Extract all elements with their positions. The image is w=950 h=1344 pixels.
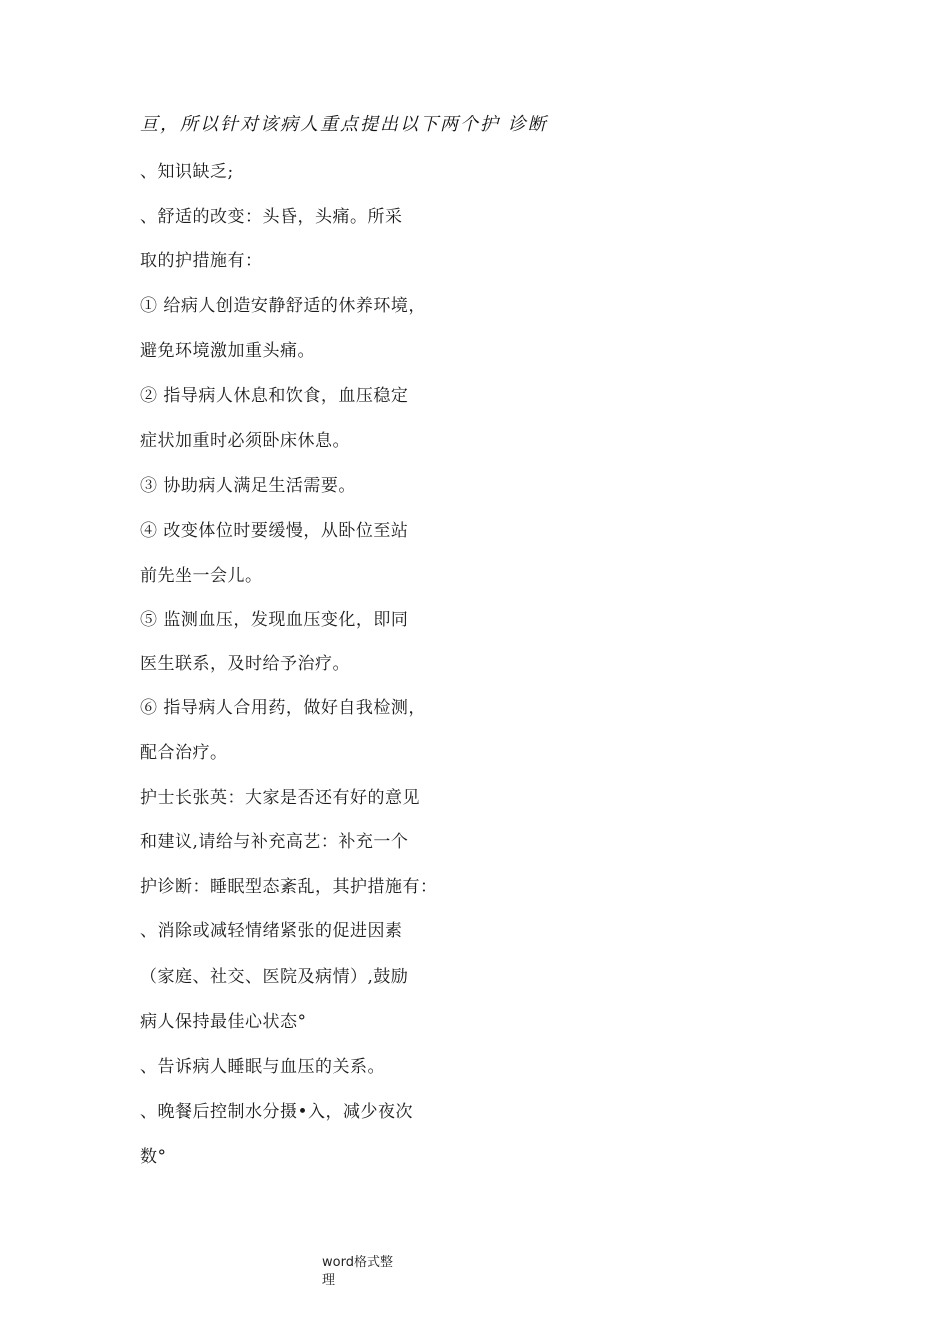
text-line: 数° [140,1147,167,1167]
text-line: 护诊断：睡眠型态紊乱，其护措施有： [140,877,438,897]
text-line: （家庭、社交、医院及病情）,鼓励 [140,967,409,987]
text-line: 和建议,请给与补充高艺：补充一个 [140,832,409,852]
footer-line: word格式整 [322,1255,393,1270]
list-item: ④ 改变体位时要缓慢，从卧位至站 [140,521,409,541]
text-line: 症状加重时必须卧床休息。 [140,431,350,451]
list-item: ⑥ 指导病人合用药，做好自我检测， [140,698,426,718]
text-line: 、消除或减轻情绪紧张的促进因素 [140,921,403,941]
text-line: 取的护措施有： [140,251,263,271]
text-line: 前先坐一会儿。 [140,566,263,586]
text-line: 配合治疗。 [140,743,228,763]
text-line: 医生联系，及时给予治疗。 [140,654,350,674]
footer-line: 理 [322,1273,336,1288]
text-line: 、告诉病人睡眠与血压的关系。 [140,1057,385,1077]
handwritten-intro-line: 亘，所以针对该病人重点提出以下两个护 诊断 [140,114,548,135]
list-item: ⑤ 监测血压，发现血压变化，即同 [140,610,409,630]
text-line: 避免环境激加重头痛。 [140,341,315,361]
list-item: ③ 协助病人满足生活需要。 [140,476,356,496]
text-line: 、知识缺乏; [140,162,234,182]
text-line: 、晚餐后控制水分摄•入，减少夜次 [140,1102,414,1122]
page-footer [322,1254,393,1290]
text-line: 、舒适的改变：头昏，头痛。所采 [140,207,403,227]
list-item: ① 给病人创造安静舒适的休养环境， [140,296,426,316]
text-line: 护士长张英：大家是否还有好的意见 [140,788,420,808]
list-item: ② 指导病人休息和饮食，血压稳定 [140,386,409,406]
text-line: 病人保持最佳心状态° [140,1012,307,1032]
